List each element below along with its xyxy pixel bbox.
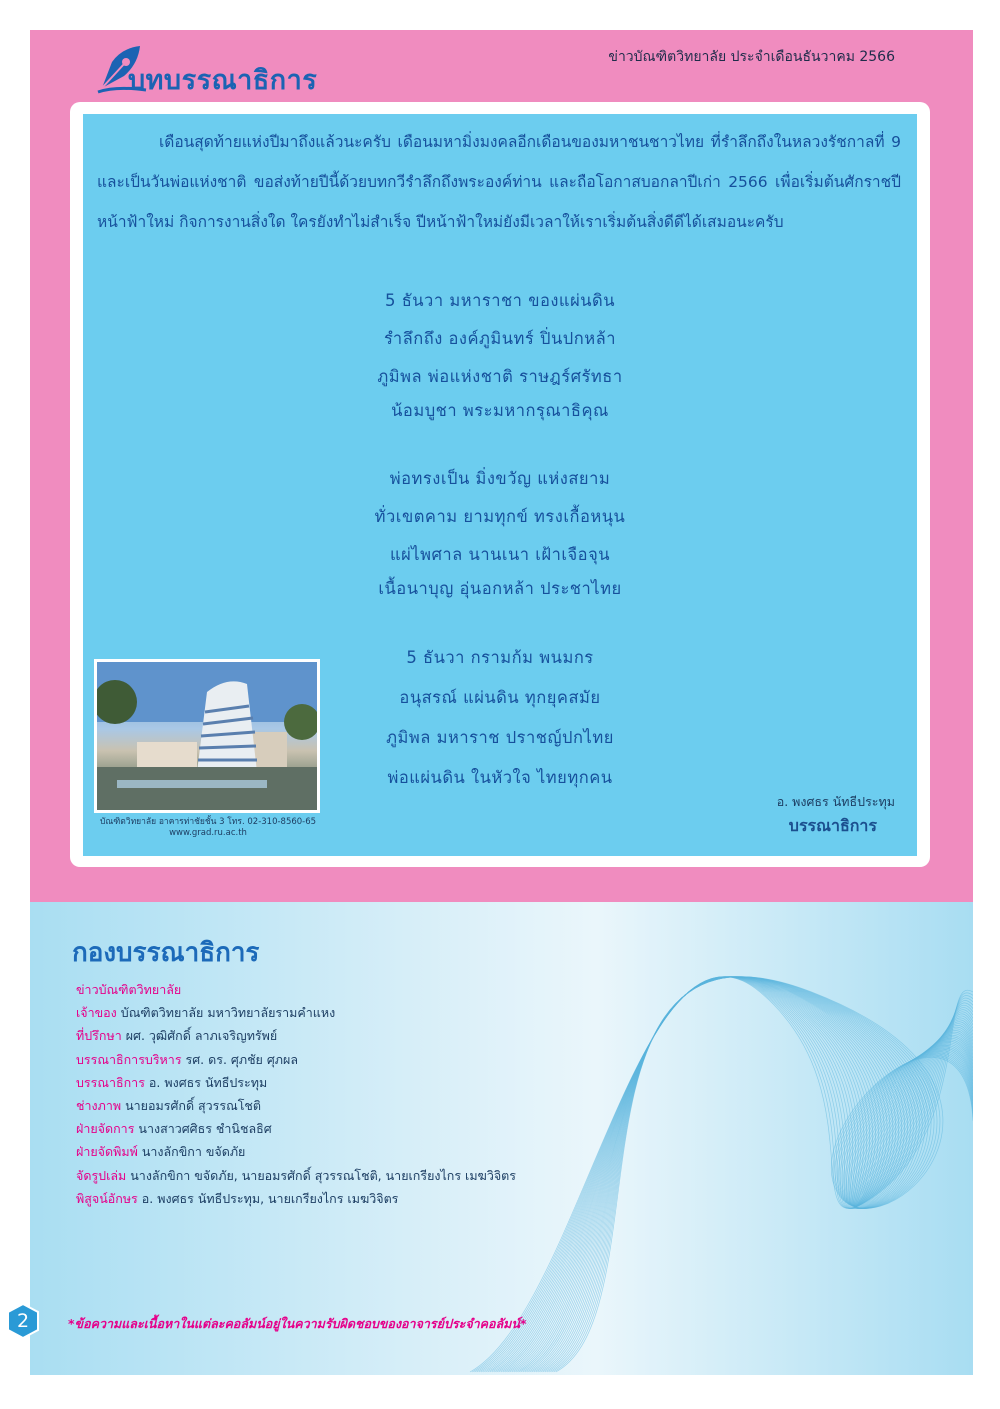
board-item-value: นางสาวศศิธร ชำนิชลธิศ bbox=[138, 1121, 272, 1137]
board-item-label: เจ้าของ bbox=[76, 1005, 117, 1021]
page-number: 2 bbox=[16, 1310, 30, 1332]
photo-caption: บัณฑิตวิทยาลัย อาคารท่าชัยชั้น 3 โทร. 02-310-8560-65 www.grad.ru.ac.th bbox=[99, 817, 317, 838]
board-item bbox=[76, 1164, 516, 1187]
editor-name: อ. พงศธร นัทธีประทุม bbox=[776, 794, 895, 809]
board-item-label: บรรณาธิการบริหาร bbox=[76, 1051, 182, 1067]
poem-line: พ่อทรงเป็น มิ่งขวัญ แห่งสยาม bbox=[389, 469, 611, 488]
board-item bbox=[76, 1117, 516, 1140]
building-photo bbox=[94, 659, 320, 813]
issue-title: ข่าวบัณฑิตวิทยาลัย ประจำเดือนธันวาคม 2566 bbox=[608, 49, 895, 65]
newsletter-page bbox=[30, 30, 973, 1375]
board-item-value: รศ. ดร. ศุภชัย ศุภผล bbox=[185, 1051, 299, 1067]
poem-line: 5 ธันวา กรามก้ม พนมกร bbox=[406, 648, 594, 667]
poem-line: ภูมิพล พ่อแห่งชาติ ราษฎร์ศรัทธา bbox=[377, 367, 623, 386]
poem-line: อนุสรณ์ แผ่นดิน ทุกยุคสมัย bbox=[399, 688, 601, 707]
editorial-panel bbox=[70, 102, 930, 867]
poem-line: 5 ธันวา มหาราชา ของแผ่นดิน bbox=[384, 291, 616, 310]
board-item bbox=[76, 978, 516, 1001]
poem-line: พ่อแผ่นดิน ในหัวใจ ไทยทุกคน bbox=[387, 768, 613, 787]
poem-line: ทั่วเขตคาม ยามทุกข์ ทรงเกื้อหนุน bbox=[374, 507, 626, 526]
board-item-label: ฝ่ายจัดการ bbox=[76, 1121, 135, 1137]
editorial-content bbox=[83, 114, 917, 856]
board-title: กองบรรณาธิการ bbox=[72, 938, 260, 968]
board-item bbox=[76, 1187, 516, 1210]
section-title: บทบรรณาธิการ bbox=[128, 65, 318, 96]
board-item-label: บรรณาธิการ bbox=[76, 1074, 145, 1090]
board-item bbox=[76, 1140, 516, 1163]
board-item-label: ฝ่ายจัดพิมพ์ bbox=[76, 1144, 138, 1160]
poem-stanza-1 bbox=[83, 282, 917, 426]
board-item-label: พิสูจน์อักษร bbox=[76, 1190, 138, 1206]
board-item-label: ที่ปรึกษา bbox=[76, 1028, 122, 1044]
board-list bbox=[76, 978, 516, 1210]
board-item-value: อ. พงศธร นัทธีประทุม bbox=[148, 1074, 268, 1090]
board-item-label: จัดรูปเล่ม bbox=[76, 1167, 127, 1183]
board-item bbox=[76, 1024, 516, 1047]
board-item-label: ช่างภาพ bbox=[76, 1098, 122, 1114]
board-item-value: นางลักขิกา ขจัดภัย, นายอมรศักดิ์ สุวรรณโชติ, นายเกรียงไกร เมฆวิจิตร bbox=[130, 1167, 517, 1183]
board-item-value: อ. พงศธร นัทธีประทุม, นายเกรียงไกร เมฆวิจิตร bbox=[141, 1190, 399, 1206]
board-item bbox=[76, 1094, 516, 1117]
intro-paragraph: เดือนสุดท้ายแห่งปีมาถึงแล้วนะครับ เดือนมหามิ่งมงคลอีกเดือนของมหาชนชาวไทย ที่รำลึกถึงในหลวงรัชกาลที่ 9 และเป็นวันพ่อแห่งชาติ ขอส่งท้ายปีนี้ด้วยบทกวีรำลึกถึงพระองค์ท่าน และถือโอกาสบอกลาปีเก่า 2566 เพื่อเริ่มต้นศักราชปีหน้าฟ้าใหม่ กิจการงานสิ่งใด ใครยังทำไม่สำเร็จ ปีหน้าฟ้าใหม่ยังมีเวลาให้เราเริ่มต้นสิ่งดีดีได้เสมอนะครับ bbox=[97, 133, 901, 231]
board-item bbox=[76, 1071, 516, 1094]
poem-line: แผ่ไพศาล นานเนา เฝ้าเจือจุน bbox=[389, 545, 611, 564]
board-item-value: นายอมรศักดิ์ สุวรรณโชติ bbox=[125, 1098, 262, 1114]
editor-role: บรรณาธิการ bbox=[788, 816, 877, 835]
board-item-label: ข่าวบัณฑิตวิทยาลัย bbox=[76, 982, 182, 997]
disclaimer-note: *ข้อความและเนื้อหาในแต่ละคอลัมน์อยู่ในความรับผิดชอบของอาจารย์ประจำคอลัมน์* bbox=[68, 1316, 527, 1331]
poem-stanza-2 bbox=[83, 460, 917, 604]
wave-decoration-icon bbox=[460, 932, 973, 1375]
board-item-value: ผศ. วุฒิศักดิ์ ลาภเจริญทรัพย์ bbox=[125, 1028, 278, 1044]
editorial-section bbox=[30, 30, 973, 902]
board-item-value: นางลักขิกา ขจัดภัย bbox=[141, 1144, 246, 1160]
board-item bbox=[76, 1001, 516, 1024]
poem-line: รำลึกถึง องค์ภูมินทร์ ปิ่นปกหล้า bbox=[383, 329, 616, 348]
poem-line: ภูมิพล มหาราช ปราชญ์ปกไทย bbox=[386, 728, 614, 747]
poem-line: เนื้อนาบุญ อุ่นอกหล้า ประชาไทย bbox=[378, 579, 622, 598]
board-item-value: บัณฑิตวิทยาลัย มหาวิทยาลัยรามคำแหง bbox=[120, 1005, 336, 1021]
editorial-board-section bbox=[30, 902, 973, 1375]
board-item bbox=[76, 1048, 516, 1071]
poem-line: น้อมบูชา พระมหากรุณาธิคุณ bbox=[391, 401, 609, 420]
